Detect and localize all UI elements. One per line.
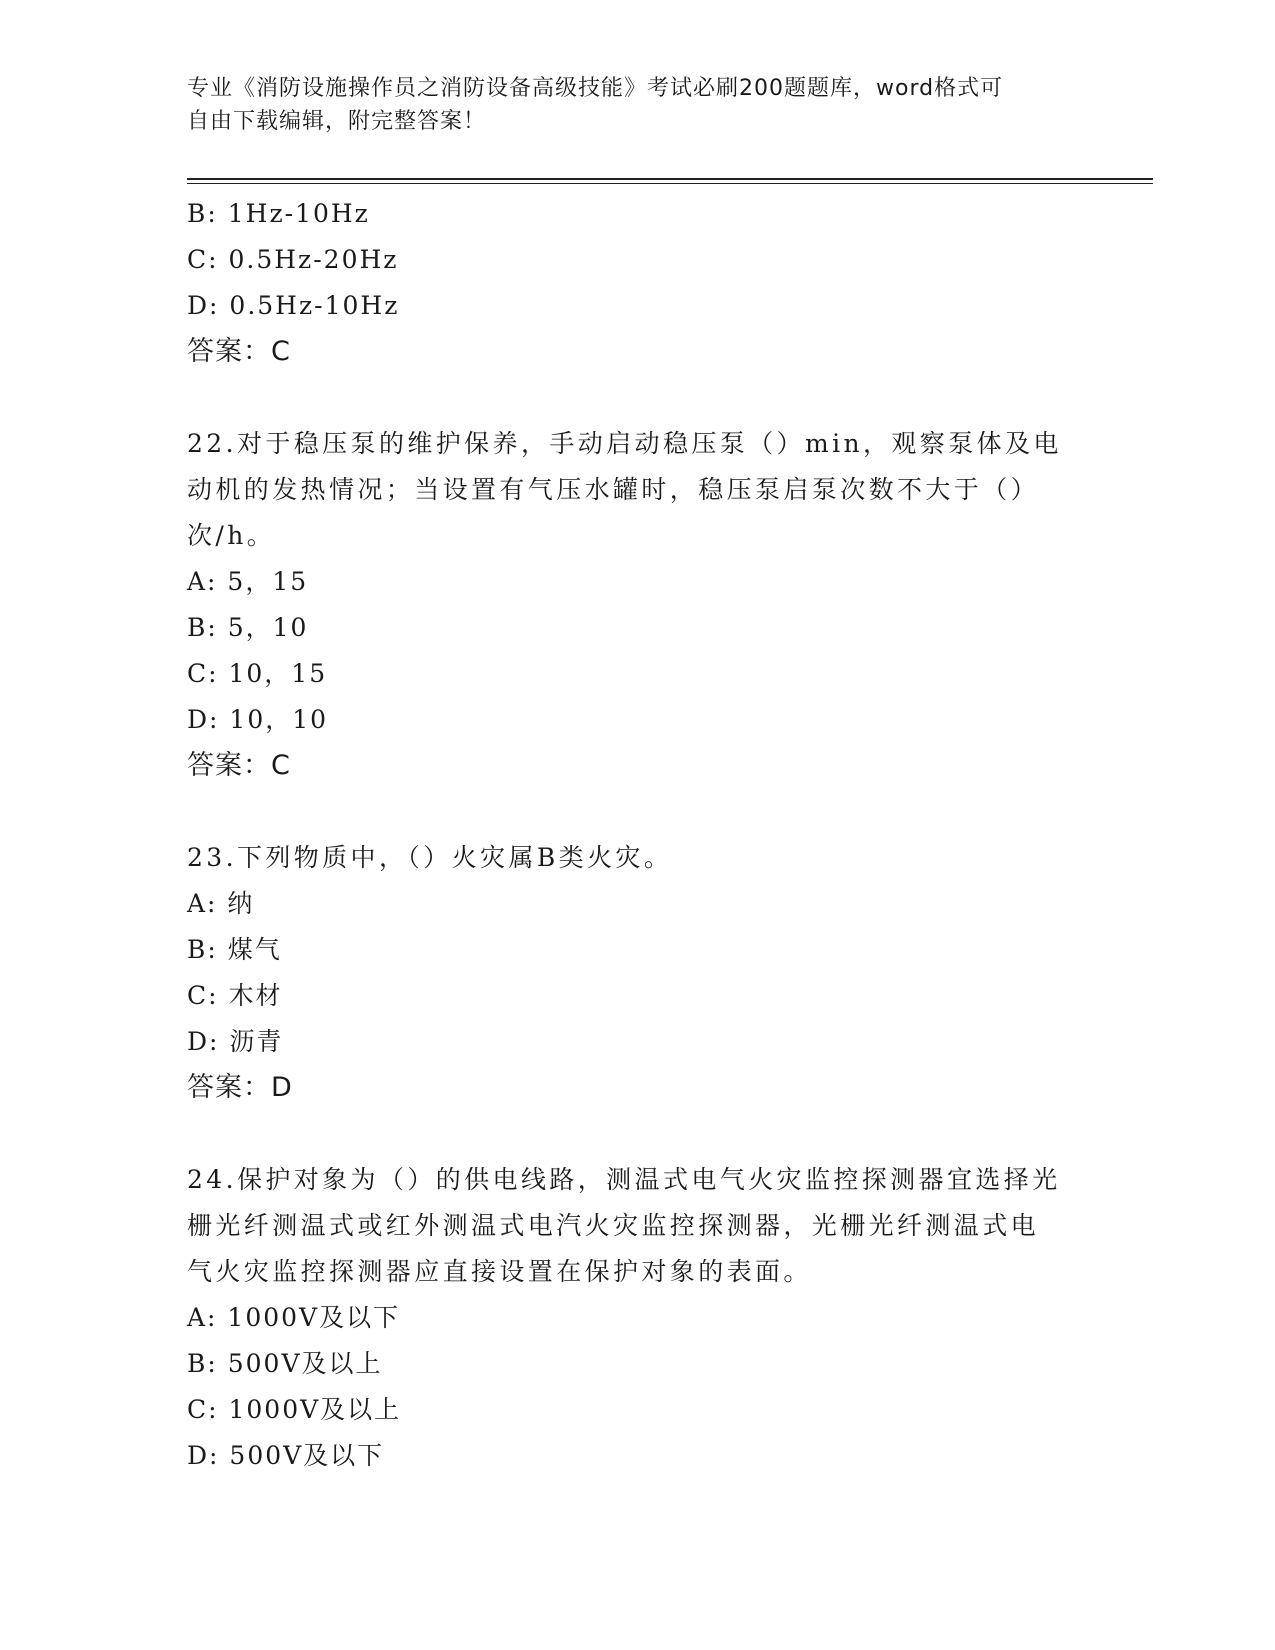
option-b: B: 5，10 <box>187 613 309 642</box>
option-c: C: 木材 <box>187 981 283 1010</box>
spacer <box>187 375 1087 421</box>
answer: 答案：D <box>187 1072 293 1103</box>
header-line-2: 自由下载编辑，附完整答案！ <box>187 109 487 134</box>
question-stem: 栅光纤测温式或红外测温式电汽火灾监控探测器，光栅光纤测温式电 <box>187 1211 1040 1240</box>
document-content <box>187 191 1087 1479</box>
header-rule-thin <box>187 183 1153 184</box>
answer: 答案：C <box>187 750 291 781</box>
option-a: A: 纳 <box>187 889 255 918</box>
question-stem: 22.对于稳压泵的维护保养，手动启动稳压泵（）min，观察泵体及电 <box>187 429 1062 458</box>
option-b: B: 煤气 <box>187 935 282 964</box>
header-rule-thick <box>187 178 1153 180</box>
question-21 <box>187 191 1087 375</box>
question-stem: 24.保护对象为（）的供电线路，测温式电气火灾监控探测器宜选择光 <box>187 1165 1061 1194</box>
answer: 答案：C <box>187 336 291 367</box>
option-d: D: 500V及以下 <box>187 1441 385 1470</box>
question-stem: 次/h。 <box>187 521 276 550</box>
option-b: B: 500V及以上 <box>187 1349 383 1378</box>
option-c: C: 1000V及以上 <box>187 1395 402 1424</box>
question-stem: 23.下列物质中，（）火灾属B类火灾。 <box>187 843 673 872</box>
option-c: C: 10，15 <box>187 659 328 688</box>
question-22 <box>187 421 1087 789</box>
question-24 <box>187 1157 1087 1479</box>
option-b: B: 1Hz-10Hz <box>187 199 370 228</box>
spacer <box>187 789 1087 835</box>
option-a: A: 1000V及以下 <box>187 1303 401 1332</box>
option-c: C: 0.5Hz-20Hz <box>187 245 399 274</box>
option-d: D: 沥青 <box>187 1027 284 1056</box>
question-23 <box>187 835 1087 1111</box>
option-d: D: 0.5Hz-10Hz <box>187 291 400 320</box>
option-d: D: 10，10 <box>187 705 329 734</box>
header-line-1: 专业《消防设施操作员之消防设备高级技能》考试必刷200题题库，word格式可 <box>187 76 1004 101</box>
document-header <box>187 72 1087 138</box>
spacer <box>187 1111 1087 1157</box>
option-a: A: 5，15 <box>187 567 309 596</box>
question-stem: 动机的发热情况；当设置有气压水罐时，稳压泵启泵次数不大于（） <box>187 475 1040 504</box>
question-stem: 气火灾监控探测器应直接设置在保护对象的表面。 <box>187 1257 812 1286</box>
